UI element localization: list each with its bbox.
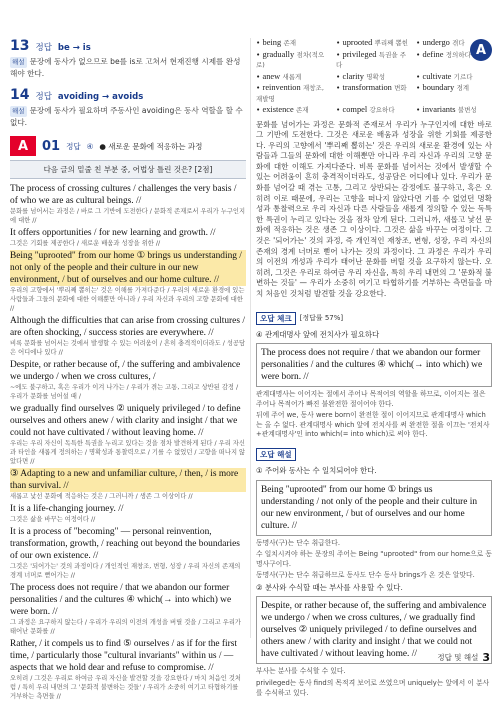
section-answer-value: ④: [86, 141, 94, 151]
vocab-word: transformation: [342, 83, 392, 92]
review-item4-note: 뒤에 주어 we, 동사 were born이 완전한 절이 이어지므로 관계대명사 which는 올 수 없다. 관계대명사 which 앞에 전치사를 써 완전한 절을 이끄는 '전치사+관계대명사'인 into which(= into which)로 써야 한다.: [256, 411, 490, 439]
passage-sentence-ko: 그것은 '되어가는' 것의 과정이다 / 개인적인 재창조, 변형, 성장 / 우리 자신의 존재의 경계 너머로 뻗어가는 //: [10, 563, 241, 579]
left-column: [10, 38, 246, 703]
section-letter: A: [10, 136, 36, 156]
vocab-item: • invariants 불변성: [416, 105, 477, 114]
review-header: [256, 312, 343, 325]
passage-sentence-en: ③ Adapting to a new and unfamiliar culture, / then, / is more than survival. //: [10, 468, 246, 492]
vocab-meaning: 존재: [283, 39, 296, 47]
answer-number: 14: [10, 87, 30, 103]
vocab-meaning: 존재: [296, 106, 309, 114]
vocab-word: being: [262, 38, 282, 47]
review-item2-title: ② 분사와 수식할 때는 부사를 사용할 수 있다.: [256, 582, 403, 592]
vocab-meaning: 명확성: [366, 72, 386, 81]
vocab-item: • privileged 특권을 주다: [336, 49, 406, 69]
explanation-tag: 해설: [12, 58, 25, 66]
vocab-item: • compel 강요하다: [336, 105, 395, 114]
vocab-item: • being 존재: [256, 38, 296, 47]
review-item1-en: Being "uprooted" from our home ① brings us understanding / not only of the people and their culture in our new environment, / but of ourselves and our home culture. //: [261, 484, 478, 531]
review-item2-note: privileged는 동사 find의 목적격 보어로 쓰였으며 uniquely는 앞에서 이 분사를 수식하고 있다.: [256, 679, 490, 697]
passage-sentence-ko: 문화를 넘어서는 과정은 / 바로 그 기반에 도전한다 / 문화적 존재로서 우리가 누구인지에 대한 //: [10, 208, 246, 224]
vocab-meaning: 경계: [456, 84, 470, 92]
review-item2-note: 부사는 분사를 수식할 수 있다.: [256, 667, 346, 676]
footer-label: 정답 및 해설: [437, 653, 479, 662]
vocab-item: • clarity 명확성: [336, 71, 386, 81]
section-number: 01: [42, 138, 61, 154]
vocab-meaning: 뿌리째 뽑힌: [374, 39, 409, 47]
answer-13: [10, 38, 246, 79]
vocab-word: cultivate: [422, 71, 452, 81]
passage-sentence-ko: 오히려 / 그것은 우리로 하여금 우리 자신을 발견할 것을 강요한다 / 마치 처음인 것처럼 / 특히 우리 내면의 그 '문화적 불변하는 것들' / 우리가 소중히 여기고 타협하기를 거부하는 측면들 //: [10, 675, 241, 700]
explanation-text: 문장에 동사가 없으므로 be를 is로 고쳐서 현재진행 시제를 완성해야 한다.: [10, 57, 241, 78]
passage-sentence-ko: 새롭고 낯선 문화에 적응하는 것은 / 그러니까 / 생존 그 이상이다 //: [10, 493, 193, 500]
answer-label: 정답: [35, 92, 52, 102]
vocab-meaning: 재창조, 재발명: [256, 84, 324, 103]
vocab-meaning: 정의하다: [445, 50, 471, 59]
vocab-item: • reinvention 재창조, 재발명: [256, 83, 324, 103]
vocab-word: gradually: [262, 49, 295, 59]
translation-paragraph: 문화를 넘어가는 과정은 문화적 존재로서 우리가 누구인지에 대한 바로 그 기반에 도전한다. 그것은 새로운 배움과 성장을 위한 기회를 제공한다. 우리의 고향에서 '뿌리째 뽑히는' 것은 우리의 새로운 환경에 있는 사람들과 그들의 문화에 대한 이해뿐만 아니라 우리 자신과 우리의 고향 문화에 대한 이해도 가져다준다. 비록 문화를 넘어서는 것에서 발생할 수 있는 어려움이 흔히 충격적이더라도, 성공담은 어디에나 있다. 우리가 문화를 넘어갈 때 겪는 고통, 그리고 상반되는 감정에도 불구하고, 혹은 오히려 이로 때문에, 우리는 고향을 떠나지 않았다면 기를 수 없었던 명확성과 통찰력으로 우리 자신과 다른 사람들을 새롭게 정의할 수 있는 독특한 특권이 누리고 있다는 것을 점차 알게 된다. 그러니까, 새롭고 낯선 문화에 적응하는 것은 생존 그 이상이다. 그것은 삶을 바꾸는 여정이다. 그것은 '되어가는' 것의 과정, 즉 개인적인 재창조, 변형, 성장, 우리 자신의 존재의 경계 너머로 뻗어 나가는 것의 과정이다. 그 과정은 우리가 우리의 이전의 개성과 우리가 태어난 문화를 버릴 것을 요구하지 않는다. 오히려, 그것은 우리로 하여금 우리 자신을, 특히 우리 내면의 그 '문화적 불변하는 것들' — 우리가 소중히 여기고 타협하기를 거부하는 측면들을 마치 처음인 것처럼 발견할 것을 강요한다.: [256, 119, 492, 298]
vocab-word: undergo: [422, 38, 450, 47]
review-item4-title: ④ 관계대명사 앞에 전치사가 필요하다: [256, 329, 380, 339]
vocab-item: • uprooted 뿌리째 뽑힌: [336, 38, 409, 47]
vocab-meaning: 겪다: [452, 39, 465, 47]
vocab-word: invariants: [422, 105, 456, 114]
answer-explanation: [10, 105, 246, 128]
vocab-item: • existence 존재: [256, 105, 309, 114]
vocab-item: • define 정의하다: [416, 49, 471, 59]
review-item1-note: 수 일치시켜야 하는 문장의 주어는 Being "uprooted" from our home으로 동명사구이다.: [256, 550, 492, 568]
passage-sentence-ko: 우리는 우리 자신이 독특한 특권을 누리고 있다는 것을 점차 발견하게 된다 / 우리 자신과 타인을 새롭게 정의하는 / 명확성과 통찰력으로 / 기를 수 없었던 / 고향을 떠나지 않았다면 //: [10, 440, 246, 465]
passage-sentence-en: Being "uprooted" from our home ① brings us understanding / not only of the people and their culture in our new environment, / but of ourselves and our home culture. //: [10, 250, 246, 286]
review-rate: [정답률 57%]: [299, 314, 344, 323]
vocab-word: compel: [342, 105, 368, 114]
answer-14: [10, 87, 246, 128]
vocab-word: privileged: [342, 49, 377, 59]
section-title: ● 새로운 문화에 적응하는 과정: [99, 141, 203, 151]
section-answer-label: 정답: [66, 141, 81, 151]
passage-sentence-en: Although the difficulties that can arise from crossing cultures / are often shocking, / success stories are everywhere. //: [10, 316, 245, 338]
answer-explanation: [10, 56, 246, 79]
passage-sentence-en: Despite, or rather because of, / the suffering and ambivalence we undergo / when we cross cultures, /: [10, 360, 241, 382]
passage-sentence-ko: ~에도 불구하고, 혹은 우리가 이겨 나가는 / 우리가 겪는 고통, 그리고 상반된 감정 / 우리가 문화를 넘어설 때 /: [10, 384, 239, 400]
answer-value: avoiding → avoids: [57, 92, 144, 102]
vocab-meaning: 불변성: [457, 106, 477, 114]
vocab-word: reinvention: [262, 83, 301, 92]
vocab-meaning: 기르다: [453, 72, 473, 81]
vocab-item: • gradually 점차(적으로): [256, 49, 325, 69]
passage-sentence-en: The process of crossing cultures / challenges the very basis / of who we are as cultural beings. //: [10, 184, 237, 206]
review-item2-en: Despite, or rather because of, the suffering and ambivalence we undergo / when we cross cultures, / we gradually find ourselves ② uniquely privileged / to define ourselves and others anew / with clarity and insight / that we could not have cultivated / without leaving home. //: [261, 601, 487, 660]
vocab-meaning: 특권을 주다: [336, 50, 406, 69]
review-item1-title: ① 주어와 동사는 수 일치되어야 한다.: [256, 466, 377, 476]
answer-number: 13: [10, 38, 30, 54]
passage-sentence-en: The process does not require / that we abandon our former personalities / and the cultures ④ which(→ into which) we were born. //: [10, 583, 232, 617]
passage-sentence-en: It offers opportunities / for new learning and growth. //: [10, 228, 216, 238]
vocab-meaning: 강요하다: [369, 106, 395, 114]
vocabulary-list: [256, 38, 492, 116]
vocab-meaning: 점차(적으로): [256, 50, 325, 69]
vocab-meaning: 변화: [394, 84, 407, 92]
passage: [10, 183, 246, 701]
review-tag: 오답 체크: [256, 312, 296, 325]
answer-value: be → is: [57, 43, 91, 53]
vocab-word: existence: [262, 105, 294, 114]
explanation-text: 문장에 동사가 필요하며 주동사인 avoiding은 동사 역할을 할 수 없다.: [10, 106, 243, 127]
column-divider: [250, 38, 251, 638]
review-item4-box: [256, 343, 492, 387]
review-item1-note: 동명사(구)는 단수 취급한다.: [256, 538, 341, 547]
page-number: 3: [482, 651, 490, 664]
review-item1-box: [256, 480, 492, 536]
answer-label: 정답: [35, 43, 52, 53]
review-item4-note: 관계대명사는 이어지는 절에서 주어나 목적어의 역할을 하므로, 이어지는 절은 주어나 목적어가 빠진 불완전한 절이어야 한다.: [256, 390, 486, 408]
vocab-item: • cultivate 기르다: [416, 71, 473, 81]
section-header: [10, 136, 246, 156]
review-item4-en: The process does not require / that we abandon our former personalities / and the cultures ④ which(→ into which) we were born. //: [261, 348, 483, 383]
passage-sentence-en: It is a process of "becoming" — personal reinvention, transformation, growth, / reaching out beyond the boundaries of our own existence. //: [10, 527, 240, 561]
passage-sentence-ko: 그것은 기회를 제공한다 / 새로운 배움과 성장을 위한 //: [10, 240, 161, 247]
passage-sentence-ko: 비록 문화를 넘어서는 것에서 발생할 수 있는 어려움이 / 흔히 충격적이더라도 / 성공담은 어디에나 있다 //: [10, 340, 246, 356]
right-column: [256, 38, 492, 700]
passage-sentence-ko: 우리의 고향에서 '뿌리째 뽑히는' 것은 이해를 가져다준다 / 우리의 새로운 환경에 있는 사람들과 그들의 문화에 대한 이해뿐만 아니라 / 우리 자신과 우리의 고향 문화에 대한 //: [10, 287, 245, 312]
vocab-meaning: 새롭게: [282, 72, 302, 81]
passage-sentence-ko: 그 과정은 요구하지 않는다 / 우리가 우리의 이전의 개성을 버릴 것을 / 그리고 우리가 태어난 문화를 //: [10, 619, 241, 635]
vocab-item: • transformation 변화: [336, 83, 407, 92]
passage-sentence-ko: 그것은 삶을 바꾸는 여정이다 //: [10, 516, 96, 523]
vocab-item: • anew 새롭게: [256, 71, 302, 81]
passage-sentence-en: It is a life-changing journey. //: [10, 504, 124, 514]
vocab-item: • boundary 경계: [416, 83, 470, 92]
passage-sentence-en: Rather, / it compels us to find ⑤ ourselves / as if for the first time, / particularly those "cultural invariants" within us / — aspects that we hold dear and refuse to compromise. //: [10, 639, 237, 673]
review-note-tag: 오답 해설: [256, 448, 296, 461]
explanation-tag: 해설: [12, 107, 25, 115]
vocab-word: uprooted: [342, 38, 373, 47]
vocab-word: clarity: [342, 71, 364, 81]
passage-sentence-en: we gradually find ourselves ② uniquely privileged / to define ourselves and others anew / with clarity and insight / that we could not have cultivated / without leaving home. //: [10, 404, 241, 438]
section-badge: A: [470, 39, 492, 61]
page-footer: [437, 651, 490, 664]
vocab-word: boundary: [422, 83, 455, 92]
vocab-word: anew: [262, 71, 281, 81]
vocab-item: • undergo 겪다: [416, 38, 465, 47]
vocab-word: define: [422, 49, 444, 59]
question-box: 다음 글의 밑줄 친 부분 중, 어법상 틀린 것은? [2점]: [10, 160, 246, 179]
review-item1-note: 동명사(구)는 단수 취급하므로 동사도 단수 동사 brings가 온 것은 알맞다.: [256, 571, 475, 580]
review-note-header: [256, 448, 296, 461]
